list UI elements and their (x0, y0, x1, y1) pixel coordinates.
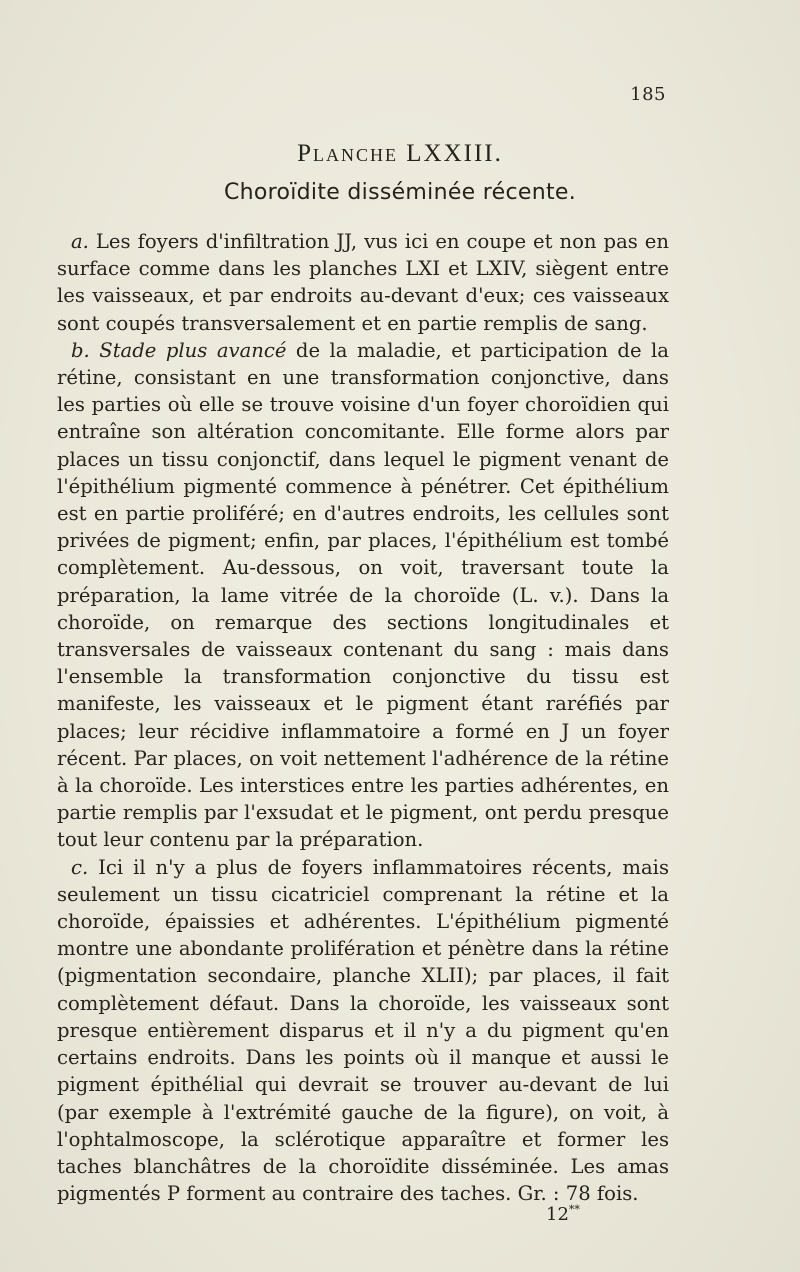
paragraph-marker: b. (71, 338, 90, 362)
paragraph-a (57, 228, 669, 337)
signature-mark (546, 1203, 580, 1225)
paragraph-text: Ici il n'y a plus de foyers inflammatoires récents, mais seulement un tissu cicatriciel comprenant la rétine et la choroïde, épaissies et adhérentes. L'épithélium pigmenté montre une abondante prolifération et pénètre dans la rétine (pigmentation secondaire, planche XLII); par places, il fait complètement défaut. Dans la choroïde, les vaisseaux sont presque entièrement disparus et il n'y a du pigment qu'en certains endroits. Dans les points où il manque et aussi le pigment épithélial qui devrait se trouver au-devant de lui (par exemple à l'extrémité gauche de la figure), on voit, à l'ophtalmoscope, la sclérotique apparaître et former les taches blanchâtres de la choroïdite disséminée. Les amas pigmentés P forment au contraire des taches. Gr. : 78 fois. (57, 855, 669, 1206)
description-text (57, 228, 669, 1207)
paragraph-c (57, 854, 669, 1208)
paragraph-marker: c. (71, 855, 89, 879)
plate-subtitle: Choroïdite disséminée récente. (223, 180, 577, 205)
plate-prefix: Planche (297, 140, 399, 167)
paragraph-b (57, 337, 669, 854)
paragraph-italic-phrase: Stade plus avancé (99, 338, 287, 362)
paragraph-text: Les foyers d'infiltration JJ, vus ici en coupe et non pas en surface comme dans les planches LXI et LXIV, siègent entre les vaisseaux, et par endroits au-devant d'eux; ces vaisseaux sont coupés transversalement et en partie remplis de sang. (57, 230, 670, 335)
paragraph-text: de la maladie, et participation de la rétine, consistant en une transformation conjonctive, dans les parties où elle se trouve voisine d'un foyer choroïdien qui entraîne son altération concomitante. Elle forme alors par places un tissu conjonctif, dans lequel le pigment venant de l'épithélium pigmenté commence à pénétrer. Cet épithélium est en partie proliféré; en d'autres endroits, les cellules sont privées de pigment; enfin, par places, l'épithélium est tombé complètement. Au-dessous, on voit, traversant toute la préparation, la lame vitrée de la choroïde (L. v.). Dans la choroïde, on remarque des sections longitudinales et transversales de vaisseaux contenant du sang : mais dans l'ensemble la transformation conjonctive du tissu est manifeste, les vaisseaux et le pigment étant raréfiés par places; leur récidive inflammatoire a formé en J un foyer récent. Par places, on voit nettement l'adhérence de la rétine à la choroïde. Les interstices entre les parties adhérentes, en partie remplis par l'exsudat et le pigment, ont perdu presque tout leur contenu par la préparation. (57, 338, 669, 852)
signature-number: 12 (546, 1204, 569, 1225)
page-number: 185 (630, 84, 666, 105)
signature-stars: ** (568, 1203, 580, 1216)
plate-title (0, 140, 800, 168)
paragraph-marker: a. (71, 230, 89, 253)
plate-number: LXXIII. (406, 140, 503, 167)
